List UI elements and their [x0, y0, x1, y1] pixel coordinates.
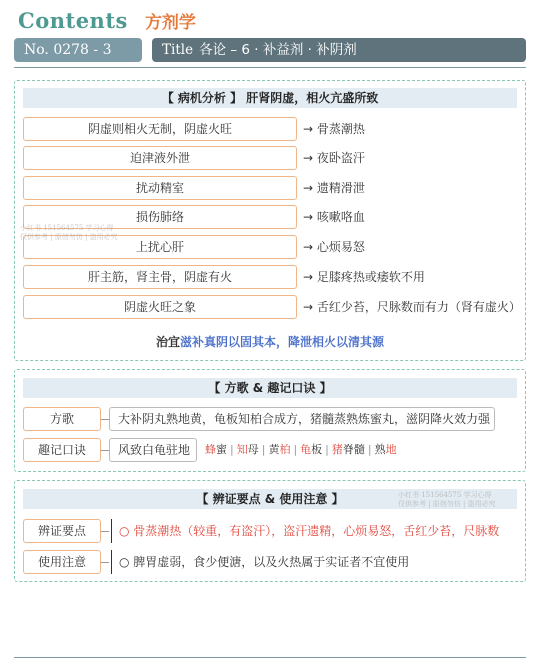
mnemonic-herb — [237, 443, 259, 456]
title-text: 各论 – 6 · 补益剂 · 补阴剂 — [199, 42, 357, 58]
cause-box: 扰动精室 — [23, 176, 297, 200]
cause-box: 肝主筋，肾主骨，阴虚有火 — [23, 265, 297, 289]
effect-text: → 骨蒸潮热 — [303, 122, 365, 136]
watermark-line: 小红书 151564575 学习心得 — [398, 491, 492, 499]
cause-box: 迫津液外泄 — [23, 146, 297, 170]
treatment-label: 治宜 — [155, 335, 180, 349]
caution-text: ○ 脾胃虚弱，食少便溏，以及火热属于实证者不宜使用 — [119, 555, 410, 569]
key-points-label: 辨证要点 — [23, 519, 101, 543]
cause-box: 阴虚火旺之象 — [23, 295, 297, 319]
mnemonic-herb — [375, 443, 397, 456]
caution-label: 使用注意 — [23, 550, 101, 574]
title-bar — [14, 38, 526, 62]
pathology-section — [14, 80, 526, 361]
connector-line — [101, 419, 109, 420]
effect-text: → 咳嗽咯血 — [303, 210, 365, 224]
watermark-line: 仅供参考 | 原创勿仿 | 盗用必究 — [20, 233, 118, 241]
bracket-line — [111, 550, 115, 574]
mnemonic-text: 风致白龟驻地 — [109, 438, 197, 462]
header-divider — [14, 67, 526, 68]
song-label: 方歌 — [23, 407, 101, 431]
treatment-principle — [15, 333, 525, 350]
cause-box: 阴虚则相火无制，阴虚火旺 — [23, 117, 297, 141]
mnemonic-herb — [332, 443, 365, 456]
treatment-text: 滋补真阴以固其本，降泄相火以清其源 — [180, 335, 385, 349]
mnemonic-herb — [268, 443, 290, 456]
connector-line — [101, 531, 109, 532]
mnemonic-herb — [205, 443, 227, 456]
pathology-heading-bracket: 【 病机分析 】 — [161, 91, 243, 105]
formula-heading: 【 方歌 & 趣记口诀 】 — [23, 378, 517, 398]
connector-line — [101, 450, 109, 451]
mnemonic-herb — [300, 443, 322, 456]
mnemonic-key: 知 — [236, 443, 248, 456]
mnemonic-key: 龟 — [300, 443, 312, 456]
effect-text: → 心烦易怒 — [303, 240, 365, 254]
key-points-text: ○ 骨蒸潮热（较重，有盗汗），盗汗遗精，心烦易怒，舌红少苔，尺脉数 — [119, 524, 500, 538]
watermark-line: 仅供参考 | 原创勿仿 | 盗用必究 — [398, 500, 496, 508]
cause-box: 损伤肺络 — [23, 205, 297, 229]
effect-text: → 夜卧盗汗 — [303, 151, 365, 165]
mnemonic-key: 蜂 — [205, 443, 216, 456]
mnemonic-rest: 蜜 — [216, 443, 227, 456]
title-badge — [152, 38, 526, 62]
mnemonic-rest: 板 — [311, 443, 323, 456]
pathology-heading — [23, 88, 517, 108]
mnemonic-key: 柏 — [279, 443, 291, 456]
pathology-heading-text: 肝肾阴虚，相火亢盛所致 — [246, 91, 379, 105]
footer-divider — [14, 657, 526, 658]
subject-title: 方剂学 — [144, 13, 196, 33]
formula-section — [14, 369, 526, 472]
mnemonic-key: 猪 — [331, 443, 343, 456]
usage-heading: 【 辨证要点 & 使用注意 】 — [23, 489, 517, 509]
brand-title: Contents — [18, 8, 128, 33]
mnemonic-key: 地 — [385, 443, 397, 456]
effect-text: → 舌红少苔，尺脉数而有力（肾有虚火） — [303, 300, 521, 314]
mnemonic-label: 趣记口诀 — [23, 438, 101, 462]
watermark-line: 小红书 151564575 学习心得 — [20, 224, 114, 232]
mnemonic-rest: 黄 — [268, 443, 280, 456]
title-label: Title — [162, 42, 194, 58]
effect-text: → 足膝疼热或痿软不用 — [303, 270, 425, 284]
mnemonic-rest: 脊髓 — [342, 443, 365, 456]
song-text: 大补阴丸熟地黄，龟板知柏合成方，猪髓蒸熟炼蜜丸，滋阴降火效力强 — [109, 407, 495, 431]
number-badge: No. 0278 - 3 — [14, 38, 142, 62]
connector-line — [101, 562, 109, 563]
mnemonic-rest: 母 — [247, 443, 259, 456]
effect-text: → 遗精滑泄 — [303, 181, 365, 195]
watermark — [398, 491, 496, 509]
mnemonic-rest: 熟 — [374, 443, 386, 456]
cause-box: 上扰心肝 — [23, 235, 297, 259]
mnemonic-breakdown: 蜂蜜 | 知母 | 黄柏 | 龟板 | 猪脊髓 | 熟地 — [205, 443, 397, 456]
header — [18, 8, 196, 36]
watermark — [20, 224, 118, 242]
bracket-line — [111, 519, 115, 543]
